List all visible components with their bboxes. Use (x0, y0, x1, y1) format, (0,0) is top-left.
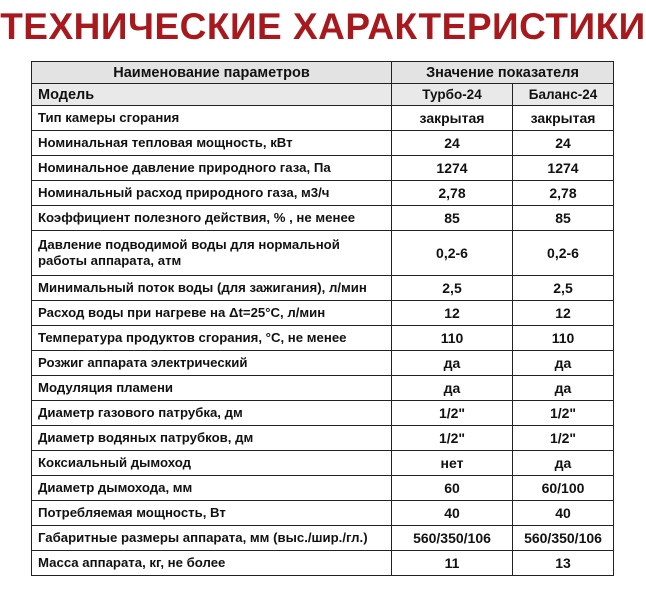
param-name: Масса аппарата, кг, не более (32, 551, 392, 576)
model-row (32, 84, 614, 106)
value-turbo: 1/2" (392, 401, 513, 426)
table-row (32, 131, 614, 156)
param-name: Диаметр дымохода, мм (32, 476, 392, 501)
table-header-row (32, 62, 614, 84)
table-row (32, 326, 614, 351)
model-col1: Турбо-24 (392, 84, 513, 106)
model-label: Модель (32, 84, 392, 106)
table-row (32, 501, 614, 526)
param-name: Габаритные размеры аппарата, мм (выс./шир./гл.) (32, 526, 392, 551)
table-row (32, 526, 614, 551)
value-turbo: 40 (392, 501, 513, 526)
model-col2: Баланс-24 (513, 84, 614, 106)
value-balance: 560/350/106 (513, 526, 614, 551)
param-name: Модуляция пламени (32, 376, 392, 401)
value-balance: 0,2-6 (513, 231, 614, 276)
value-turbo: закрытая (392, 106, 513, 131)
value-turbo: 11 (392, 551, 513, 576)
value-turbo: 12 (392, 301, 513, 326)
value-turbo: да (392, 376, 513, 401)
value-balance: 85 (513, 206, 614, 231)
value-turbo: 560/350/106 (392, 526, 513, 551)
table-row (32, 476, 614, 501)
table-row (32, 401, 614, 426)
value-balance: да (513, 451, 614, 476)
table-row (32, 231, 614, 276)
value-balance: да (513, 376, 614, 401)
param-name: Номинальный расход природного газа, м3/ч (32, 181, 392, 206)
value-balance: 13 (513, 551, 614, 576)
param-name: Номинальное давление природного газа, Па (32, 156, 392, 181)
value-balance: 1274 (513, 156, 614, 181)
param-name: Давление подводимой воды для нормальной работы аппарата, атм (32, 231, 392, 276)
value-turbo: 1274 (392, 156, 513, 181)
value-turbo: 60 (392, 476, 513, 501)
param-name: Розжиг аппарата электрический (32, 351, 392, 376)
param-name: Тип камеры сгорания (32, 106, 392, 131)
value-balance: 12 (513, 301, 614, 326)
table-row (32, 351, 614, 376)
table-row (32, 181, 614, 206)
param-name: Диаметр водяных патрубков, дм (32, 426, 392, 451)
value-turbo: 2,78 (392, 181, 513, 206)
specs-table (31, 61, 614, 576)
table-row (32, 206, 614, 231)
value-balance: 24 (513, 131, 614, 156)
param-name: Коэффициент полезного действия, % , не менее (32, 206, 392, 231)
param-name: Номинальная тепловая мощность, кВт (32, 131, 392, 156)
value-balance: 40 (513, 501, 614, 526)
value-balance: 2,78 (513, 181, 614, 206)
param-name: Коксиальный дымоход (32, 451, 392, 476)
value-balance: 60/100 (513, 476, 614, 501)
table-row (32, 426, 614, 451)
table-row (32, 156, 614, 181)
param-name: Минимальный поток воды (для зажигания), л/мин (32, 276, 392, 301)
page-title: ТЕХНИЧЕСКИЕ ХАРАКТЕРИСТИКИ (0, 6, 646, 47)
param-name: Потребляемая мощность, Вт (32, 501, 392, 526)
value-balance: закрытая (513, 106, 614, 131)
value-turbo: да (392, 351, 513, 376)
value-balance: да (513, 351, 614, 376)
value-turbo: 2,5 (392, 276, 513, 301)
table-row (32, 451, 614, 476)
value-turbo: 24 (392, 131, 513, 156)
value-turbo: 0,2-6 (392, 231, 513, 276)
value-balance: 1/2" (513, 401, 614, 426)
param-name: Температура продуктов сгорания, °С, не менее (32, 326, 392, 351)
value-balance: 1/2" (513, 426, 614, 451)
table-row (32, 301, 614, 326)
table-row (32, 106, 614, 131)
header-value: Значение показателя (392, 62, 614, 84)
value-balance: 2,5 (513, 276, 614, 301)
table-row (32, 376, 614, 401)
param-name: Диаметр газового патрубка, дм (32, 401, 392, 426)
table-row (32, 551, 614, 576)
value-turbo: 85 (392, 206, 513, 231)
value-balance: 110 (513, 326, 614, 351)
header-param: Наименование параметров (32, 62, 392, 84)
value-turbo: 1/2" (392, 426, 513, 451)
value-turbo: нет (392, 451, 513, 476)
table-row (32, 276, 614, 301)
value-turbo: 110 (392, 326, 513, 351)
param-name: Расход воды при нагреве на Δt=25°С, л/мин (32, 301, 392, 326)
